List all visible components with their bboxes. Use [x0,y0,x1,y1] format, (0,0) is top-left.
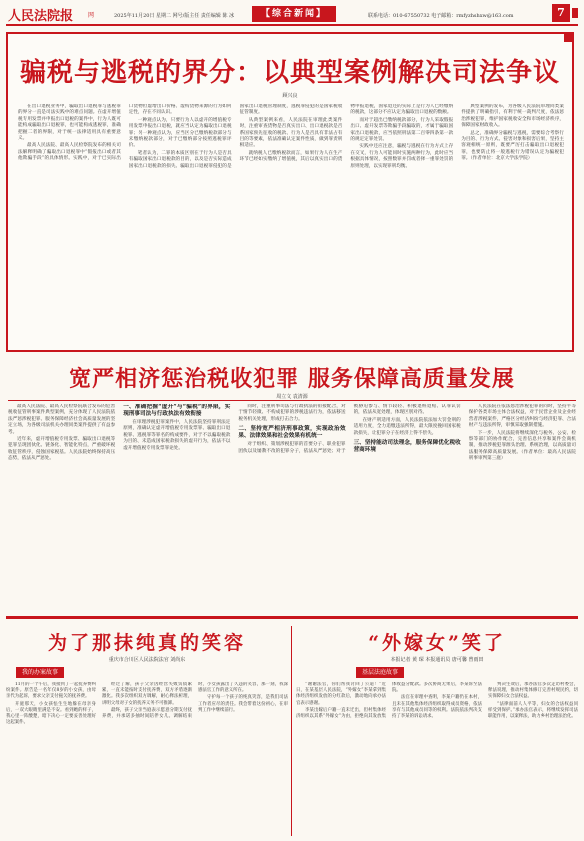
bottom-right-article [296,624,578,836]
paragraph: 从典型案例来看，人民法院在审理此类案件时，注重审查货物是否真实出口、出口退税款是否系国家预先征收的税款、行为人是否具有非法占有目的等要素，依法准确认定案件性质，做到罪责刑相适应。 [239,117,343,149]
contact-info: 联系电话：010-67550732 电子邮箱：rmfyzhshxw@163.com [368,13,514,19]
article-1-body [18,104,564,344]
paragraph: 李某出嫁后户籍一直未迁出，但村集体经济组织以其系“外嫁女”为由，拒绝向其发放集体收益分配款。多次协商无果后，李某诉至法院。 [296,682,482,720]
paragraph: 近年来，虚开增值税专用发票、骗取出口退税等犯罪呈现团伙化、链条化、智能化特点，严重破坏税收征管秩序，侵蚀国家税基。人民法院始终保持高压态势，依法从严惩处。 [8,437,116,462]
article-2-title: 宽严相济惩治税收犯罪 服务保障高质量发展 [69,366,515,392]
paragraph: 一种观点认为，只要行为人以虚开的增值税专用发票申报出口退税，就应当认定为骗取出口退税罪；另一种观点认为，应当区分已缴纳税款部分与未缴纳税款部分，对于已缴纳部分按照逃税罪评价。 [128,117,232,149]
page-number: 7 [552,4,570,22]
bottom-right-title: “外嫁女”笑了 [368,632,506,654]
paragraph: 而对于超出已缴纳税款部分，行为人采取假报出口、虚开发票等欺骗手段骗取的，才属于骗取国家出口退税款，应当依照刑法第二百零四条第一款的规定定罪处罚。 [350,117,454,143]
bottom-left-title: 为了那抹纯真的笑容 [47,632,246,654]
paragraph: 总之，准确界分骗税与逃税，需要综合考察行为目的、行为方式、侵害对象和损害后果，坚持主客观相统一原则，既要严厉打击骗取出口退税犯罪，也要防止将一般逃税行为错误认定为骗税犯罪。（作者单位：北京大学法学院） [461,130,564,162]
paragraph: 最高人民法院、最高人民检察院联合发布的危害税收征管刑事案件典型案例，充分体现了人民法院依法严惩涉税犯罪、服务保障经济社会高质量发展的坚定立场，为各级司法机关办理同类案件提供了有益参考。 [8,404,116,435]
bottom-left-article [6,624,288,836]
paragraph: 在财产刑适用方面，人民法院依法加大罚金刑的适用力度，全力追缴违法所得，最大限度挽回国家税款损失，让犯罪分子在经济上得不偿失。 [353,417,461,436]
paragraph: 对于组织、策划涉税犯罪的首要分子、职业犯罪团伙以及屡教不改的犯罪分子，依法从严惩处；对于被胁迫参与、情节较轻、积极退赃退赔、认罪认罚的，依法从宽处理，体现区别对待。 [238,404,461,454]
bottom-left-author: 重庆市合川区人民法院法官 刘尚东 [108,657,186,663]
paragraph: “谢谢法官，你们帮我讨回了公道！”近日，在某基层人民法院，“外嫁女”李某拿到集体经济组织发放的分红款后，激动地向承办法官表示感谢。 [296,682,386,706]
article-2-body [8,404,576,612]
date-line: 2025年11月20日 星期二 网号/版主任 责任编辑 陈 冰 [114,13,235,19]
section-divider [6,616,578,619]
section-tag: 【综合新闻】 [252,6,336,22]
bottom-right-body [296,682,578,832]
paragraph: 就纳税人已缴纳税款而言，如果行为人在生产环节已经如实缴纳了增值税，其后以真实出口的货物申报退税，国家退还的实际上是行为人已经缴纳的税款，这部分不应认定为骗取出口退税的数额。 [239,104,454,163]
brand-logo: 人民法院报 [8,9,74,24]
paragraph: 开庭那天，小女孩怯生生地躲在母亲身后，一双大眼睛里满是不安。看到她的样子，我心里一阵酸楚，暗下决心一定要妥善处理好这起案件。 [6,701,96,726]
paragraph: 最高人民法院、最高人民检察院发布的相关司法解释明确了骗取出口退税罪中“假报出口或者其他欺骗手段”的具体情形。实践中，对于已实际出口货物但虚增出口价格、虚构货物来源的行为如何定性，存在不同认识。 [18,104,232,162]
paragraph: 守护每一个孩子的纯真笑容，是我们司法工作者应尽的责任。我会带着这份初心，在审判工作中继续前行。 [198,695,288,713]
column-tag: 我的办案故事 [16,667,64,678]
paragraph: 经过了解，孩子父亲因经营失败负债累累，一直未能按时支付抚养费，双方矛盾逐渐激化。我多次组织双方调解，耐心释法析理，讲明父母对子女的抚养义务不可推卸。 [102,682,192,706]
subheading: 二、坚持宽严相济刑事政策，实现政治效果、法律效果和社会效果有机统一 [238,426,346,440]
subheading: 三、坚持能动司法理念，服务保障优化税收营商环境 [353,440,461,454]
paragraph: 笔者认为，二罪的本质区别在于行为人是否具有骗取国家出口退税款的目的，以及是否实际造成国家出口退税款的损失。骗取出口退税罪侵犯的是国家出口退税管理制度，逃税罪侵犯的是国家税收征管制度。 [128,104,343,169]
paragraph: 下一步，人民法院将继续深化与税务、公安、检察等部门的协作配合，完善信息共享和案件会商机制，推动涉税犯罪源头治理、系统治理，以高质量司法服务保障高质量发展。（作者单位：最高人民法院刑事审判第三庭） [468,430,576,462]
paragraph: 同时，注重刑事司法与行政执法的衔接配合，对于情节轻微、不构成犯罪的涉税违法行为，依法移送税务机关处理，形成打击合力。 [238,404,346,422]
subheading: 一、准确把握“虚开”与“骗税”的界限，实现刑事司法与行政执法有效衔接 [123,404,231,417]
brand-net: 网 [88,12,95,19]
column-divider [291,626,292,836]
article-1-title: 骗税与逃税的界分：以典型案例解决司法争议 [19,58,560,88]
masthead [6,4,578,24]
paragraph: 最终，孩子父亲当庭表示愿意分期支付抚养费，并承诺多抽时间陪伴女儿。调解结束时，小女孩露出了久违的笑容，那一刻，我深感法官工作的意义所在。 [102,682,288,720]
paragraph: 判决生效后，承办法官多次走访村委会，释法说理，推动村集体修订完善村规民约，切实保障妇女合法权益。 [488,682,578,700]
article-2-byline: 周立文 袁清源 [276,394,308,400]
paragraph: “法律面前人人平等，妇女的合法权益同样受到保护。”承办法官表示，将继续发挥司法职能作用，以案释法，助力乡村治理法治化。 [488,701,578,720]
paragraph: 实践中还应注意，骗税与逃税在行为方式上存在交叉，行为人可能同时实施两种行为，此时应当根据具体情况，按照数罪并罚或者择一重罪处罚的原则处理，以实现罪刑均衡。 [350,144,454,169]
paragraph: 在出口退税业务中，骗取出口退税罪与逃税罪的界分一直是司法实践中的难点问题。在虚开增值税专用发票并申报出口退税的案件中，行为人既可能构成骗取出口退税罪，也可能构成逃税罪，准确把握二者的界限，对于统一法律适用具有重要意义。 [18,104,121,142]
article-2-rule [8,400,576,401]
article-1-byline: 顾兴良 [282,93,298,99]
article-1-box [6,32,574,352]
bottom-right-author: 本报记者 黄 琛 本报通讯员 唐可馨 曾雨田 [390,657,484,663]
masthead-rule [6,24,578,26]
column-tag: 基层法庭故事 [356,667,404,678]
box-corner-mark [564,32,574,42]
paragraph: 在审理涉税犯罪案件中，人民法院坚持罪刑法定原则，准确认定虚开增值税专用发票罪、骗取出口退税罪、逃税罪等罪名的构成要件，对于不以骗取税款为目的、未造成国家税款损失的虚开行为，依法不以虚开增值税专用发票罪论处。 [123,420,231,451]
paragraph: 典型案例的发布，为各级人民法院审理同类案件提供了明确指引，有利于统一裁判尺度，依法惩治涉税犯罪，维护国家税收安全和市场经济秩序，保障国家财政收入。 [461,104,564,129]
page-corner-mark [572,8,578,18]
paragraph: 人民法院在依法惩治涉税犯罪的同时，坚持平等保护各类市场主体合法权益，对于民营企业及企业经营者涉税案件，严格区分经济纠纷与经济犯罪、合法财产与违法所得，审慎采取强制措施。 [468,404,576,429]
bottom-left-body [6,682,288,832]
paragraph: 11月的一个午后，我接到了一起抚养费纠纷案件。原告是一名年仅8岁的小女孩，由母亲代为起诉，要求父亲支付拖欠的抚养费。 [6,682,96,700]
paragraph: 法官在审理中查明，李某户籍仍在本村，且未在其他集体经济组织取得成员资格，依法享有与其他成员同等的权利。法院依法判决支持了李某的诉讼请求。 [392,695,482,720]
